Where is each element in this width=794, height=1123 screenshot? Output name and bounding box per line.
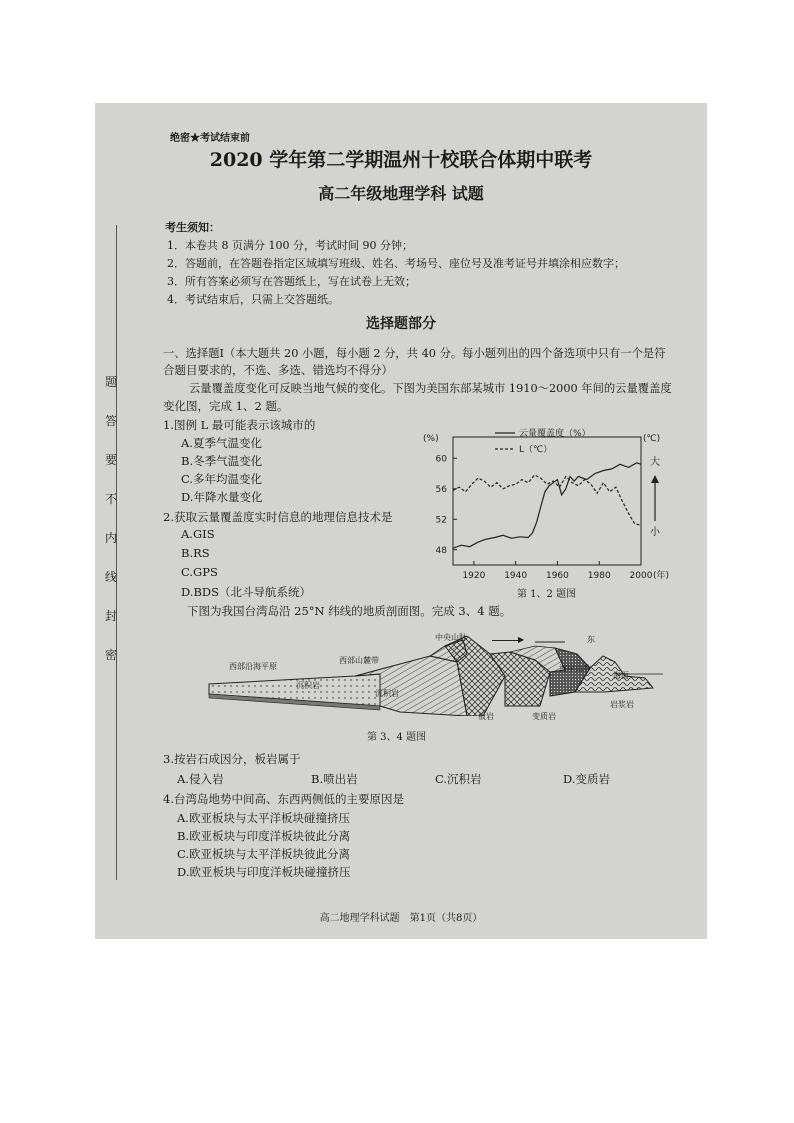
geo-label-west-plain: 西部沿海平原 bbox=[229, 662, 277, 671]
y-right-high: 大 bbox=[650, 457, 660, 468]
y-tick-label: 60 bbox=[435, 454, 447, 465]
series-line-L bbox=[453, 475, 641, 525]
geo-label-slate: 板岩 bbox=[478, 712, 494, 721]
chart-lines bbox=[453, 463, 641, 548]
x-tick-label: 2000 bbox=[629, 571, 653, 581]
answer-option: C.沉积岩 bbox=[435, 772, 482, 786]
question-stem: 1.图例 L 最可能表示该城市的 bbox=[163, 418, 316, 432]
page-footer: 高二地理学科试题 第1页（共8页） bbox=[319, 913, 483, 924]
seal-text bbox=[101, 373, 121, 663]
seal-char: 题 bbox=[104, 375, 117, 389]
plot-frame bbox=[453, 437, 641, 565]
question-stem: 3.按岩石成因分，板岩属于 bbox=[163, 752, 301, 766]
answer-option: D.年降水量变化 bbox=[181, 490, 263, 504]
exam-page bbox=[95, 103, 707, 939]
exam-title: 2020 学年第二学期温州十校联合体期中联考 bbox=[209, 149, 593, 171]
answer-option: A.欧亚板块与太平洋板块碰撞挤压 bbox=[177, 811, 350, 825]
part1-instructions: 合题目要求的，不选、多选、错选均不得分） bbox=[163, 363, 393, 377]
notice-item: 2．答题前，在答题卷指定区域填写班级、姓名、考场号、座位号及准考证号并填涂相应数字； bbox=[167, 257, 625, 270]
answer-option: C.欧亚板块与太平洋板块彼此分离 bbox=[177, 847, 351, 861]
answer-option: C.多年均温变化 bbox=[181, 472, 263, 486]
geo-label-coastal: 海岸山脉 bbox=[559, 664, 591, 673]
notice-item: 3．所有答案必须写在答题纸上，写在试卷上无效； bbox=[167, 275, 416, 288]
x-tick-label: 1940 bbox=[504, 571, 528, 581]
geo-label-west-foothill: 西部山麓带 bbox=[339, 656, 379, 665]
seal-char: 不 bbox=[104, 492, 117, 506]
answer-option: A.侵入岩 bbox=[177, 772, 224, 786]
answer-option: C.GPS bbox=[181, 565, 218, 579]
geo-caption: 第 3、4 题图 bbox=[367, 732, 427, 743]
arrow-head-icon: ▶ bbox=[518, 635, 525, 644]
notice-heading: 考生须知： bbox=[165, 221, 220, 234]
intro-q1-2: 云量覆盖度变化可反映当地气候的变化。下图为美国东部某城市 1910～2000 年间的云量覆盖度 bbox=[189, 382, 672, 395]
y-left-unit: (%) bbox=[423, 434, 439, 444]
legend-series-label: 云量覆盖度（%） bbox=[519, 429, 591, 439]
legend-series-label: L（℃） bbox=[519, 445, 553, 455]
notice-item: 1．本卷共 8 页满分 100 分，考试时间 90 分钟； bbox=[167, 239, 413, 252]
seal-char: 内 bbox=[104, 531, 117, 545]
answer-option: B.欧亚板块与印度洋板块彼此分离 bbox=[177, 829, 351, 843]
section-title: 选择题部分 bbox=[366, 316, 436, 332]
x-tick-label: 1980 bbox=[587, 571, 611, 581]
intro-q3-4: 下图为我国台湾岛沿 25°N 纬线的地质剖面图。完成 3、4 题。 bbox=[187, 604, 512, 618]
seal-char: 答 bbox=[104, 414, 117, 428]
geo-label-sed2: 沉积岩 bbox=[375, 689, 399, 698]
geo-label-sea: 海面 bbox=[613, 671, 629, 680]
y-tick-label: 48 bbox=[435, 545, 447, 556]
x-unit: (年) bbox=[653, 571, 670, 581]
geo-label-magma: 岩浆岩 bbox=[610, 700, 634, 709]
answer-option: B.RS bbox=[181, 546, 210, 560]
answer-option: A.夏季气温变化 bbox=[181, 436, 262, 450]
y-tick-label: 52 bbox=[435, 515, 447, 526]
exam-subtitle: 高二年级地理学科 试题 bbox=[318, 184, 484, 203]
y-right-low: 小 bbox=[650, 527, 660, 538]
x-tick-label: 1960 bbox=[545, 571, 569, 581]
geo-label-sed1: 沉积岩 bbox=[296, 681, 320, 690]
seal-char: 封 bbox=[104, 609, 117, 623]
answer-option: D.BDS（北斗导航系统） bbox=[181, 585, 312, 599]
answer-option: A.GIS bbox=[181, 527, 215, 541]
answer-option: B.冬季气温变化 bbox=[181, 454, 263, 468]
arrow-up-icon bbox=[651, 475, 659, 483]
geo-label-central: 中央山脉 bbox=[435, 633, 467, 642]
answer-option: B.喷出岩 bbox=[311, 772, 358, 786]
geologic-section bbox=[205, 636, 665, 716]
chart-labels bbox=[423, 427, 669, 581]
y-right-unit: (℃) bbox=[643, 434, 661, 444]
seal-char: 线 bbox=[104, 570, 117, 584]
chart-caption: 第 1、2 题图 bbox=[517, 589, 577, 600]
series-line-cloud bbox=[453, 463, 641, 548]
secret-label: 绝密★考试结束前 bbox=[170, 133, 250, 144]
x-tick-label: 1920 bbox=[462, 571, 486, 581]
question-stem: 4.台湾岛地势中间高、东西两侧低的主要原因是 bbox=[163, 792, 404, 806]
seal-char: 密 bbox=[104, 648, 117, 662]
part1-instructions: 一、选择题Ⅰ（本大题共 20 小题，每小题 2 分，共 40 分。每小题列出的四个备选项中只有一个是符 bbox=[163, 347, 666, 360]
y-tick-label: 56 bbox=[435, 484, 447, 495]
notice-item: 4．考试结束后，只需上交答题纸。 bbox=[167, 293, 339, 306]
question-stem: 2.获取云量覆盖度实时信息的地理信息技术是 bbox=[163, 510, 393, 524]
geo-label-meta: 变质岩 bbox=[532, 712, 556, 721]
chart-axes bbox=[453, 437, 659, 565]
cloud-cover-chart bbox=[407, 415, 697, 605]
intro-q1-2: 变化图，完成 1、2 题。 bbox=[163, 399, 289, 413]
answer-option: D.欧亚板块与印度洋板块碰撞挤压 bbox=[177, 865, 351, 879]
answer-option: D.变质岩 bbox=[563, 772, 610, 786]
seal-char: 要 bbox=[104, 453, 117, 467]
geo-label-east: 东 bbox=[587, 635, 595, 644]
